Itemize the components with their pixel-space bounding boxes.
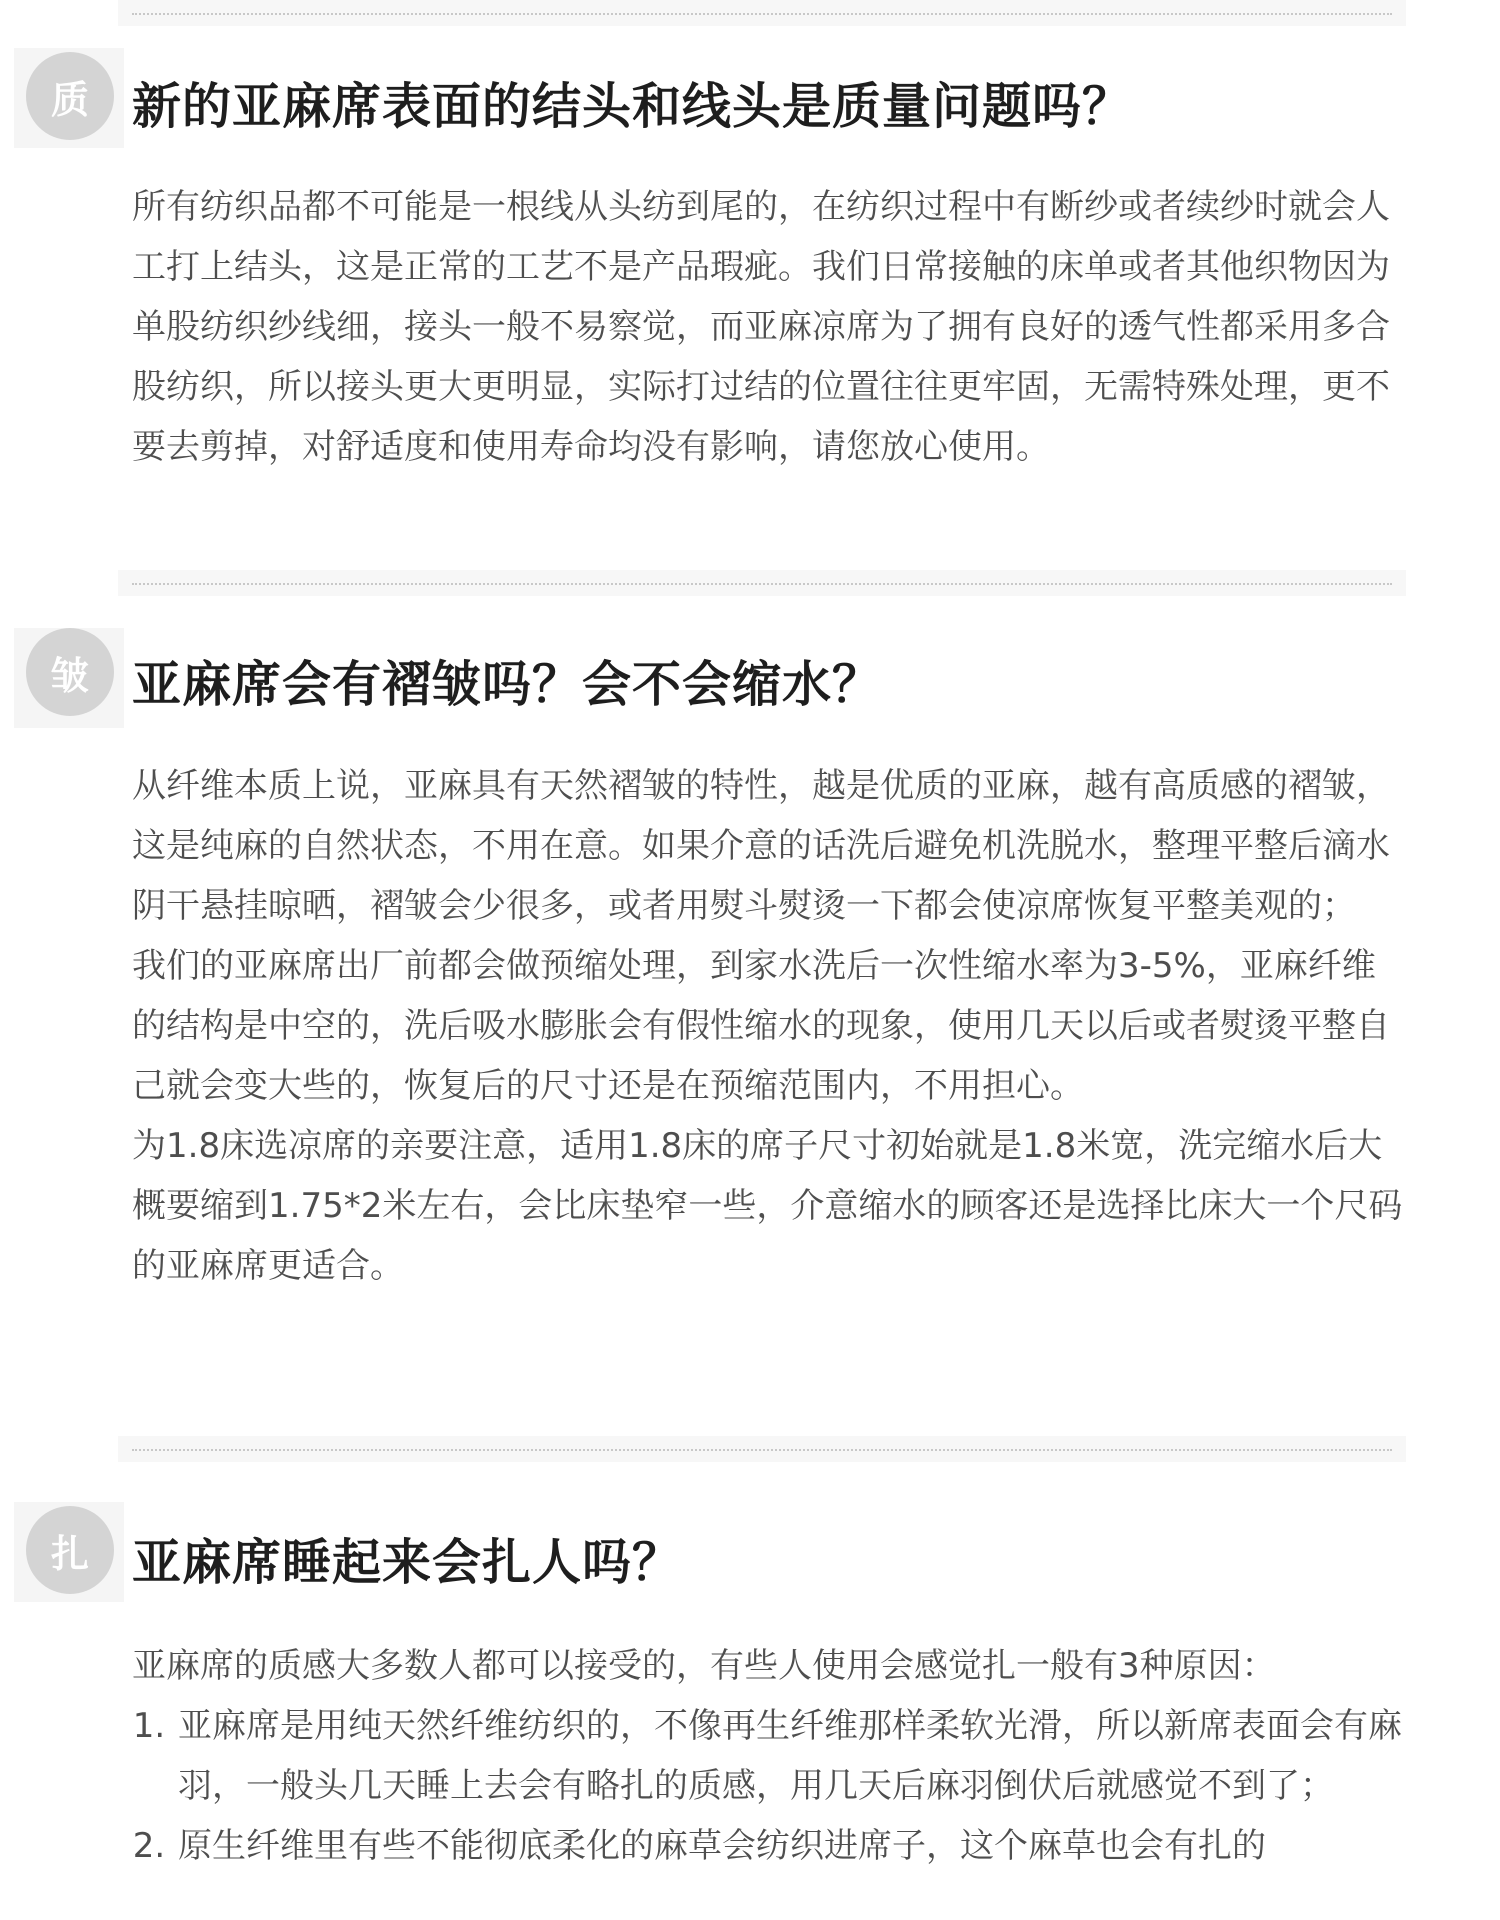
- question-title-wrinkle-shrink: 亚麻席会有褶皱吗？会不会缩水？: [132, 656, 883, 713]
- section-badge-wrinkle: 皱: [26, 628, 114, 716]
- list-item: 2. 原生纤维里有些不能彻底柔化的麻草会纺织进席子，这个麻草也会有扎的: [176, 1816, 1407, 1876]
- question-title-knots: 新的亚麻席表面的结头和线头是质量问题吗？: [132, 78, 1133, 135]
- answer-paragraph: 为1.8床选凉席的亲要注意，适用1.8床的席子尺寸初始就是1.8米宽，洗完缩水后大概要缩到1.75*2米左右，会比床垫窄一些，介意缩水的顾客还是选择比床大一个尺码的亚麻席更适合。: [132, 1126, 1403, 1286]
- answer-paragraph: 所有纺织品都不可能是一根线从头纺到尾的，在纺织过程中有断纱或者续纱时就会人工打上结头，这是正常的工艺不是产品瑕疵。我们日常接触的床单或者其他织物因为单股纺织纱线细，接头一般不易察觉，而亚麻凉席为了拥有良好的透气性都采用多合股纺织，所以接头更大更明显，实际打过结的位置往往更牢固，无需特殊处理，更不要去剪掉，对舒适度和使用寿命均没有影响，请您放心使用。: [132, 187, 1390, 467]
- answer-paragraph: 我们的亚麻席出厂前都会做预缩处理，到家水洗后一次性缩水率为3-5%，亚麻纤维的结构是中空的，洗后吸水膨胀会有假性缩水的现象，使用几天以后或者熨烫平整自己就会变大些的，恢复后的尺寸还是在预缩范围内，不用担心。: [132, 946, 1390, 1106]
- answer-prickle-intro: [132, 1636, 1407, 1696]
- answer-knots: [132, 177, 1407, 477]
- section-badge-quality: 质: [26, 52, 114, 140]
- list-item: 1. 亚麻席是用纯天然纤维纺织的，不像再生纤维那样柔软光滑，所以新席表面会有麻羽，一般头几天睡上去会有略扎的质感，用几天后麻羽倒伏后就感觉不到了；: [176, 1696, 1407, 1816]
- section-divider: [118, 570, 1406, 596]
- section-divider: [118, 1436, 1406, 1462]
- answer-paragraph: 从纤维本质上说，亚麻具有天然褶皱的特性，越是优质的亚麻，越有高质感的褶皱，这是纯麻的自然状态，不用在意。如果介意的话洗后避免机洗脱水，整理平整后滴水阴干悬挂晾晒，褶皱会少很多，或者用熨斗熨烫一下都会使凉席恢复平整美观的；: [132, 766, 1390, 926]
- answer-prickle-list: [132, 1696, 1407, 1876]
- section-divider: [118, 0, 1406, 26]
- question-title-prickle: 亚麻席睡起来会扎人吗？: [132, 1534, 683, 1591]
- answer-paragraph: 亚麻席的质感大多数人都可以接受的，有些人使用会感觉扎一般有3种原因：: [132, 1646, 1276, 1686]
- answer-wrinkle-shrink: [132, 756, 1407, 1296]
- section-badge-prickle: 扎: [26, 1506, 114, 1594]
